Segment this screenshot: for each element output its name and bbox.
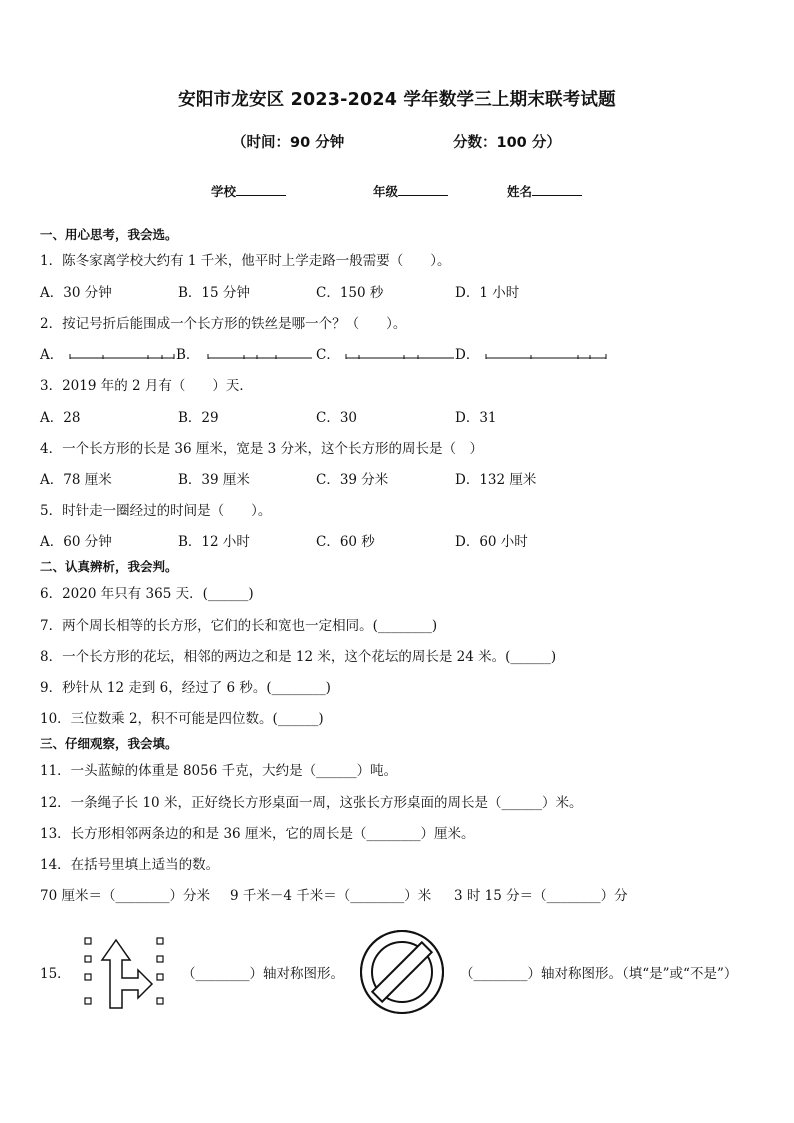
q4-option-a[interactable]: A．78 厘米 <box>40 472 112 488</box>
question-2: 2．按记号折后能围成一个长方形的铁丝是哪一个？（ ）。 <box>40 316 407 332</box>
question-7: 7．两个周长相等的长方形，它们的长和宽也一定相同。(________) <box>40 618 438 634</box>
q14-part-2: 9 千米－4 千米＝（________）米 <box>230 888 432 904</box>
q1-option-c[interactable]: C．150 秒 <box>316 285 384 301</box>
q15-answer-a: （________）轴对称图形。 <box>182 966 344 982</box>
q2-option-c[interactable] <box>316 343 456 363</box>
q1-option-d[interactable]: D．1 小时 <box>455 285 520 301</box>
no-entry-sign-icon <box>358 928 446 1016</box>
wire-d-icon <box>484 351 608 361</box>
question-13: 13．长方形相邻两条边的和是 36 厘米，它的周长是（________）厘米。 <box>40 826 475 842</box>
page-title: 安阳市龙安区 2023-2024 学年数学三上期末联考试题 <box>178 90 616 110</box>
question-11: 11．一头蓝鲸的体重是 8056 千克，大约是（______）吨。 <box>40 763 398 779</box>
question-1: 1．陈冬家离学校大约有 1 千米，他平时上学走路一般需要（ ）。 <box>40 253 451 269</box>
grade-label: 年级 <box>373 184 399 199</box>
q1-option-a[interactable]: A．30 分钟 <box>40 285 112 301</box>
q5-option-c[interactable]: C．60 秒 <box>316 534 375 550</box>
q14-part-1: 70 厘米＝（________）分米 <box>40 888 210 904</box>
question-8: 8．一个长方形的花坛，相邻的两边之和是 12 米，这个花坛的周长是 24 米。(______) <box>40 649 557 665</box>
name-label: 姓名 <box>507 184 533 199</box>
grade-blank[interactable] <box>398 183 448 196</box>
q3-option-b[interactable]: B．29 <box>178 410 219 426</box>
question-14: 14．在括号里填上适当的数。 <box>40 857 220 873</box>
question-3: 3．2019 年的 2 月有（ ）天． <box>40 378 253 394</box>
q3-option-c[interactable]: C．30 <box>316 410 358 426</box>
section-3-heading: 三、仔细观察，我会填。 <box>40 736 178 751</box>
q3-option-a[interactable]: A．28 <box>40 410 81 426</box>
q4-option-c[interactable]: C．39 分米 <box>316 472 389 488</box>
wire-a-icon <box>68 351 176 361</box>
q14-part-3: 3 时 15 分＝（________）分 <box>454 888 628 904</box>
school-field <box>211 182 286 200</box>
q1-option-b[interactable]: B．15 分钟 <box>178 285 250 301</box>
q2-option-b-label: B． <box>176 347 200 363</box>
q3-option-d[interactable]: D．31 <box>455 410 497 426</box>
q5-option-b[interactable]: B．12 小时 <box>178 534 250 550</box>
exam-score: 分数：100 分） <box>453 135 561 151</box>
school-label: 学校 <box>211 184 237 199</box>
turn-right-sign-icon <box>78 934 170 1010</box>
question-15-number: 15． <box>40 966 71 982</box>
question-9: 9．秒针从 12 走到 6，经过了 6 秒。(________) <box>40 680 331 696</box>
exam-time: （时间：90 分钟 <box>232 135 345 151</box>
section-2-heading: 二、认真辨析，我会判。 <box>40 559 178 574</box>
q2-option-c-label: C． <box>316 347 340 363</box>
q2-option-a[interactable] <box>40 343 176 363</box>
question-4: 4．一个长方形的长是 36 厘米，宽是 3 分米，这个长方形的周长是（ ） <box>40 441 484 457</box>
school-blank[interactable] <box>236 183 286 196</box>
grade-field <box>373 182 448 200</box>
q5-option-a[interactable]: A．60 分钟 <box>40 534 112 550</box>
q15-answer-b: （________）轴对称图形。（填“是”或“不是”） <box>460 966 738 982</box>
q2-option-d[interactable] <box>455 343 608 363</box>
wire-c-icon <box>344 351 456 361</box>
question-5: 5．时针走一圈经过的时间是（ ）。 <box>40 503 272 519</box>
q4-option-d[interactable]: D．132 厘米 <box>455 472 537 488</box>
name-field <box>507 182 582 200</box>
question-6: 6．2020 年只有 365 天．(______) <box>40 586 254 602</box>
section-1-heading: 一、用心思考，我会选。 <box>40 227 178 242</box>
q4-option-b[interactable]: B．39 厘米 <box>178 472 250 488</box>
wire-b-icon <box>204 351 314 361</box>
question-12: 12．一条绳子长 10 米，正好绕长方形桌面一周，这张长方形桌面的周长是（______）米。 <box>40 795 583 811</box>
q2-option-b[interactable] <box>176 343 314 363</box>
q5-option-d[interactable]: D．60 小时 <box>455 534 528 550</box>
q2-option-d-label: D． <box>455 347 480 363</box>
question-10: 10．三位数乘 2，积不可能是四位数。(______) <box>40 711 324 727</box>
name-blank[interactable] <box>532 183 582 196</box>
q2-option-a-label: A． <box>40 347 64 363</box>
